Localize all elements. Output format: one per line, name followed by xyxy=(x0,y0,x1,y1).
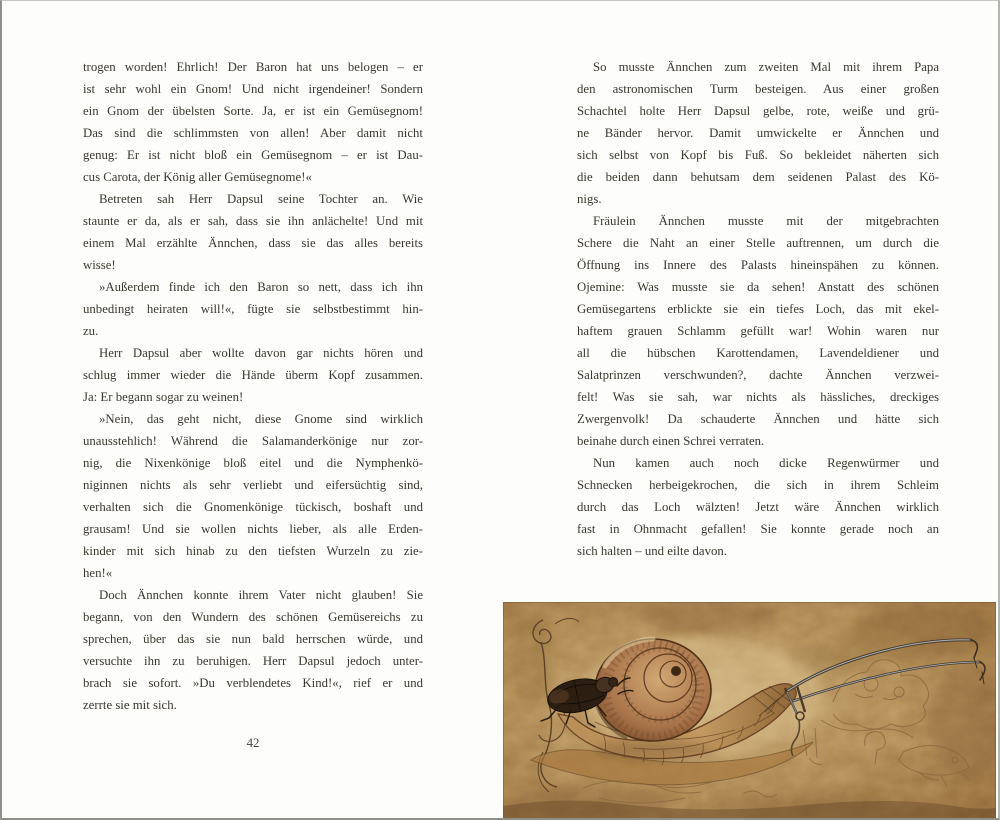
shell-shadow xyxy=(593,740,713,760)
text-line: Nun kamen auch noch dicke Regenwürmer und xyxy=(593,456,939,470)
text-line: die beiden dann behutsam dem seidenen Palast des Kö- xyxy=(577,170,939,184)
text-line: »Nein, das geht nicht, diese Gnome sind wirklich xyxy=(99,412,423,426)
text-line: versuchte ihn zu beruhigen. Herr Dapsul jedoch unter- xyxy=(83,654,423,668)
text-line: fast in Ohnmacht gefallen! Sie konnte gerade noch an xyxy=(577,522,939,536)
text-line: unbedingt heiraten will!«, fügte sie selbstbestimmt hin- xyxy=(83,302,423,316)
text-line: nigs. xyxy=(577,192,602,206)
paragraph xyxy=(83,56,423,188)
text-line: Betreten sah Herr Dapsul seine Tochter an. Wie xyxy=(99,192,423,206)
text-line: Gemüsegartens erblickte sie ein tiefes Loch, das mit ekel- xyxy=(577,302,939,316)
text-line: niginnen nichts als sehr verliebt und eifersüchtig sind, xyxy=(83,478,423,492)
text-line: begann, von den Wundern des schönen Gemüsereichs zu xyxy=(83,610,423,624)
paragraph xyxy=(83,276,423,342)
text-line: Schere die Naht an einer Stelle auftrennen, um durch die xyxy=(577,236,939,250)
text-line: ein Gnom der übelsten Sorte. Ja, er ist ein Gemüsegnom! xyxy=(83,104,423,118)
text-line: Schachtel holte Herr Dapsul gelbe, rote, weiße und grü- xyxy=(577,104,939,118)
text-line: genug: Er ist nicht bloß ein Gemüsegnom – er ist Dau- xyxy=(83,148,423,162)
text-line: Öffnung ins Innere des Palasts hineinspähen zu können. xyxy=(577,258,939,272)
text-line: Schnecken herbeigekrochen, die sich in ihrem Schleim xyxy=(577,478,939,492)
text-line: sprechen, über das sie nun bald herrschen würde, und xyxy=(83,632,423,646)
text-line: ne Bänder hervor. Damit umwickelte er Ännchen und xyxy=(577,126,939,140)
paragraph xyxy=(577,210,939,452)
text-line: So musste Ännchen zum zweiten Mal mit ihrem Papa xyxy=(593,60,939,74)
paragraph xyxy=(83,584,423,716)
paragraph xyxy=(83,342,423,408)
text-line: felt! Was sie sah, war nichts als hässliches, dreckiges xyxy=(577,390,939,404)
text-line: beinahe durch einen Schrei verraten. xyxy=(577,434,765,448)
text-line: Doch Ännchen konnte ihrem Vater nicht glauben! Sie xyxy=(99,588,423,602)
left-page-text-column xyxy=(83,56,423,716)
text-line: Ojemine: Was musste sie da sehen! Anstatt des schönen xyxy=(577,280,939,294)
text-line: zerrte sie mit sich. xyxy=(83,698,177,712)
text-line: Ja: Er begann sogar zu weinen! xyxy=(83,390,244,404)
text-line: brach sie sofort. »Du verblendetes Kind!«, rief er und xyxy=(83,676,423,690)
text-line: all die hübschen Karottendamen, Lavendeldiener und xyxy=(577,346,939,360)
text-line: Herr Dapsul aber wollte davon gar nichts hören und xyxy=(99,346,423,360)
text-line: den astronomischen Turm besteigen. Aus einer großen xyxy=(577,82,939,96)
text-line: hen!« xyxy=(83,566,113,580)
text-line: zu. xyxy=(83,324,99,338)
text-line: »Außerdem finde ich den Baron so nett, dass ich ihn xyxy=(99,280,423,294)
text-line: kinder mit sich hinab zu den tiefsten Wurzeln zu zie- xyxy=(83,544,423,558)
paragraph xyxy=(577,56,939,210)
text-line: durch das Loch wälzten! Jetzt wäre Ännchen wirklich xyxy=(577,500,939,514)
snail-shell xyxy=(595,639,711,741)
text-line: wisse! xyxy=(83,258,116,272)
text-line: schlug immer wieder die Hände überm Kopf zusammen. xyxy=(83,368,423,382)
text-line: sich selbst von Kopf bis Fuß. So bekleidet näherten sich xyxy=(577,148,939,162)
paragraph xyxy=(83,188,423,276)
paragraph xyxy=(577,452,939,562)
page-number: 42 xyxy=(246,736,260,750)
snail-beetle-illustration xyxy=(503,602,996,820)
text-line: einem Mal erzählte Ännchen, dass sie das alles bereits xyxy=(83,236,423,250)
text-line: Das sind die schlimmsten von allen! Aber damit nicht xyxy=(83,126,423,140)
text-line: staunte er da, als er sah, dass sie ihn anlächelte! Und mit xyxy=(83,214,423,228)
text-line: sich halten – und eilte davon. xyxy=(577,544,727,558)
text-line: Salatprinzen verschwunden?, dachte Ännchen verzwei- xyxy=(577,368,939,382)
text-line: verhalten sich die Gnomenkönige tückisch, boshaft und xyxy=(83,500,423,514)
text-line: cus Carota, der König aller Gemüsegnome!« xyxy=(83,170,312,184)
right-page-text-column xyxy=(577,56,939,562)
text-line: grausam! Und sie wollen nichts lieber, als alle Erden- xyxy=(83,522,423,536)
text-line: haftem grauen Schlamm gefüllt war! Wohin waren nur xyxy=(577,324,939,338)
text-line: ist sehr wohl ein Gnom! Und nicht irgendeiner! Sondern xyxy=(83,82,423,96)
text-line: Fräulein Ännchen musste mit der mitgebrachten xyxy=(593,214,939,228)
text-line: trogen worden! Ehrlich! Der Baron hat uns belogen – er xyxy=(83,60,423,74)
text-line: nig, die Nixenkönige bloß eitel und die Nymphenkö- xyxy=(83,456,423,470)
text-line: Zwergenvolk! Da schauderte Ännchen und hätte sich xyxy=(577,412,939,426)
paragraph xyxy=(83,408,423,584)
text-line: unausstehlich! Während die Salamanderkönige nur zor- xyxy=(83,434,423,448)
